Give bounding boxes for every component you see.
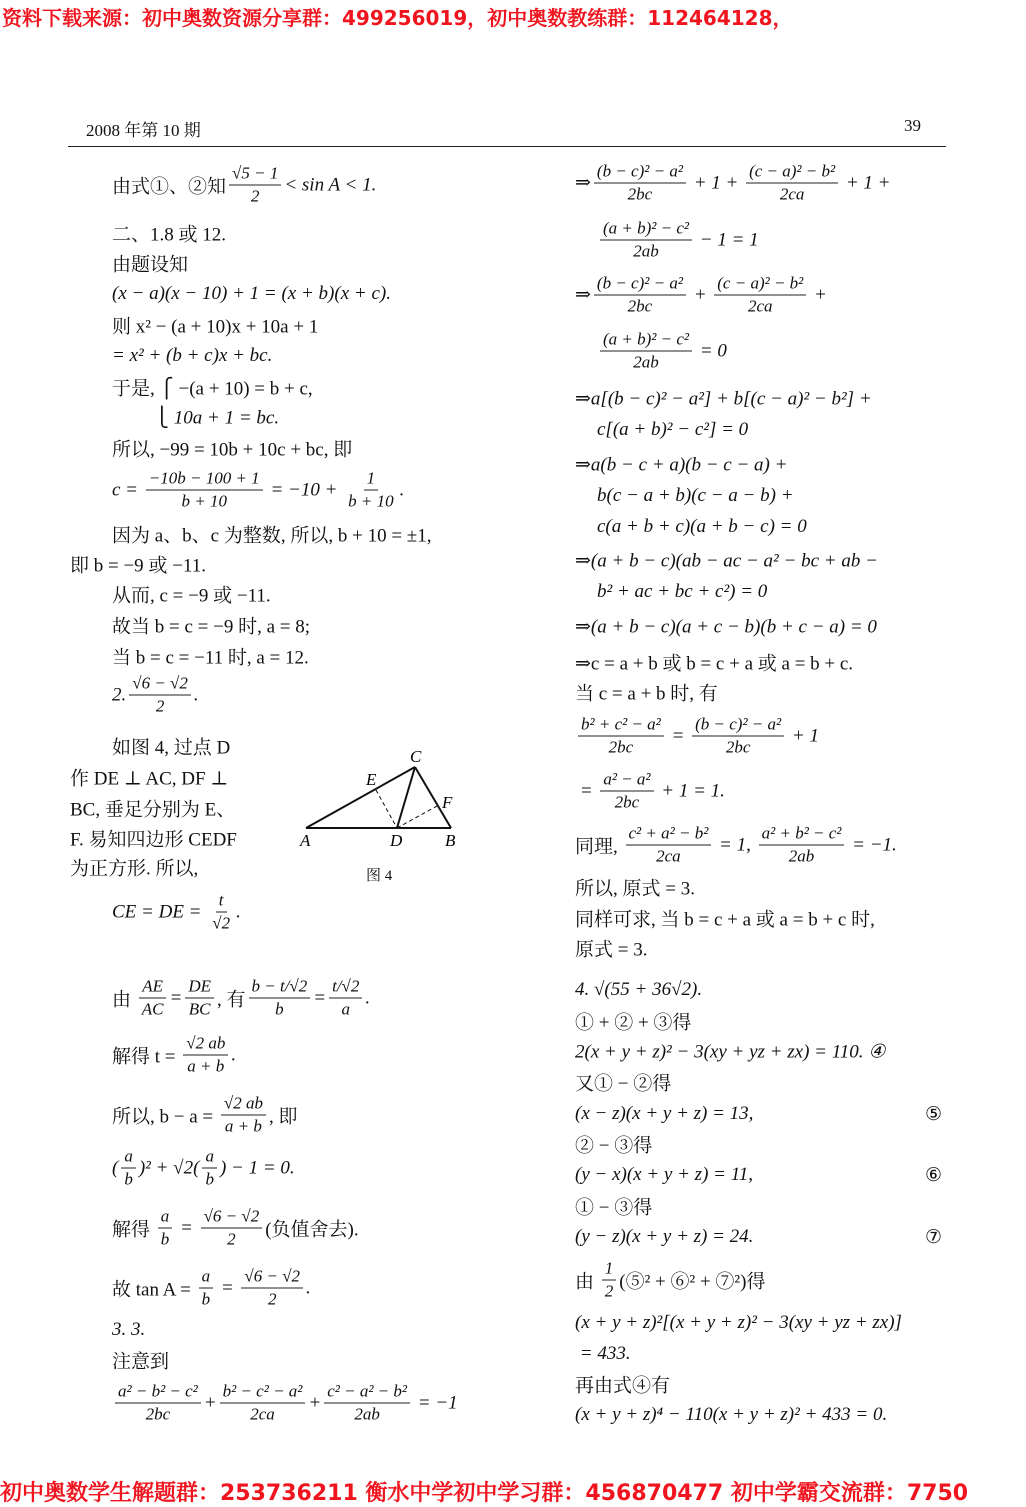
fraction <box>692 715 784 758</box>
fraction <box>600 330 692 373</box>
text-run: (x + y + z)²[(x + y + z)² − 3(xy + yz + zx)] <box>575 1312 902 1333</box>
text-run: ⇒a[(b − c)² − a²] + b[(c − a)² − b²] + <box>575 388 872 410</box>
fraction-numerator: (c − a)² − b² <box>746 162 838 184</box>
text-run: 则 x² − (a + 10)x + 10a + 1 <box>112 316 319 338</box>
text-run: 原式 = 3. <box>575 939 648 961</box>
text-line <box>597 516 807 538</box>
text-line <box>575 1371 670 1398</box>
text-line <box>112 164 376 207</box>
text-line <box>575 649 853 676</box>
text-run: 因为 a、b、c 为整数, 所以, b + 10 = ±1, <box>112 525 432 547</box>
text-run: + 1 + <box>841 172 891 193</box>
fraction <box>129 674 191 717</box>
text-line <box>575 616 877 639</box>
fraction-denominator: 2bc <box>627 184 653 204</box>
text-line <box>575 1041 885 1064</box>
fraction-denominator: 2bc <box>725 737 751 757</box>
fraction-denominator: a + b <box>187 1056 225 1076</box>
text-run: 于是, ⎧ −(a + 10) = b + c, <box>112 378 313 400</box>
fraction-numerator: −10b − 100 + 1 <box>146 469 263 491</box>
text-run: ⇒ <box>575 284 591 306</box>
fraction <box>594 162 686 205</box>
text-run: 如图 4, 过点 D <box>112 737 231 759</box>
fraction <box>121 1147 136 1190</box>
text-run: + <box>809 284 827 305</box>
text-line <box>112 1319 145 1341</box>
text-line <box>575 874 695 901</box>
text-line <box>597 219 759 262</box>
text-run: 4. √(55 + 36√2). <box>575 979 703 1000</box>
text-line <box>575 824 897 867</box>
fraction-denominator: 2ab <box>788 846 815 866</box>
label-f: F <box>442 793 453 812</box>
text-run: 故 tan A = <box>112 1279 196 1301</box>
text-line <box>70 764 228 791</box>
text-run: b(c − a + b)(c − a − b) + <box>597 485 794 506</box>
text-line <box>112 1034 236 1077</box>
text-run: = 433. <box>575 1343 631 1364</box>
text-line <box>575 1259 765 1302</box>
text-run: + 1 = 1. <box>656 780 725 801</box>
text-line <box>575 935 647 962</box>
text-run: 再由式④有 <box>575 1375 671 1397</box>
text-run: 所以, 原式 = 3. <box>575 878 695 900</box>
fraction-numerator: 1 <box>364 469 379 491</box>
equation-number: ⑤ <box>925 1103 943 1125</box>
triangle-figure <box>290 740 470 860</box>
fraction <box>578 715 664 758</box>
text-run: 2. <box>112 684 127 705</box>
fraction <box>626 824 712 867</box>
fraction-denominator: 2ca <box>779 184 805 204</box>
text-run: 二、1.8 或 12. <box>112 224 227 246</box>
fraction-numerator: √6 − √2 <box>129 674 191 696</box>
text-line <box>575 770 725 813</box>
fraction-denominator: 2bc <box>627 296 653 316</box>
text-run: − 1 = 1 <box>695 229 759 250</box>
text-line <box>112 374 313 401</box>
text-run: = <box>175 1217 198 1238</box>
fraction-denominator: 2bc <box>145 1404 171 1424</box>
text-run: . <box>399 479 405 500</box>
fraction-numerator: b² + c² − a² <box>578 715 664 737</box>
fraction-numerator: DE <box>185 977 214 999</box>
text-line <box>597 485 794 507</box>
text-run: < sin A < 1. <box>284 174 377 195</box>
fraction <box>220 1382 306 1425</box>
fraction-denominator: √2 <box>212 913 231 933</box>
fraction-numerator: t <box>216 891 227 913</box>
fraction-denominator: b <box>275 999 284 1019</box>
text-run: + 1 + <box>688 172 744 193</box>
text-line <box>597 581 767 603</box>
fraction-numerator: a <box>158 1207 173 1229</box>
fraction <box>146 469 263 512</box>
fraction <box>600 770 653 813</box>
fraction-numerator: (b − c)² − a² <box>594 162 686 184</box>
fraction-numerator: (a + b)² − c² <box>600 330 692 352</box>
fraction-denominator: 2 <box>267 1289 277 1309</box>
text-run: 由 <box>112 989 136 1011</box>
text-run: 所以, −99 = 10b + 10c + bc, 即 <box>112 439 353 461</box>
text-run: 故当 b = c = −9 时, a = 8; <box>112 616 311 638</box>
fraction <box>158 1207 173 1250</box>
fraction-denominator: b <box>205 1169 214 1189</box>
fraction-numerator: a <box>202 1147 217 1169</box>
text-line <box>112 1207 359 1250</box>
text-run: ② − ③得 <box>575 1135 653 1157</box>
text-run: (负值舍去). <box>265 1219 359 1241</box>
text-run: . <box>231 1044 237 1065</box>
label-c: C <box>410 747 422 766</box>
fraction-numerator: (c − a)² − b² <box>714 274 806 296</box>
fraction-numerator: a <box>121 1147 136 1169</box>
text-line <box>70 825 237 852</box>
text-run: + <box>203 1392 217 1413</box>
text-line <box>70 795 235 822</box>
fraction <box>183 1034 228 1077</box>
fraction-numerator: 1 <box>602 1259 617 1281</box>
text-run: = −1. <box>847 834 897 855</box>
text-run: + 1 <box>787 725 819 746</box>
fraction-numerator: AE <box>139 977 166 999</box>
fraction-numerator: a² + b² − c² <box>759 824 845 846</box>
text-run: 即 b = −9 或 −11. <box>70 555 206 577</box>
side-ac <box>306 767 415 828</box>
fraction <box>221 1094 266 1137</box>
fraction-numerator: t/√2 <box>329 977 362 999</box>
header-rule <box>68 146 946 147</box>
text-run: ① − ③得 <box>575 1197 653 1219</box>
fraction-denominator: 2bc <box>608 737 634 757</box>
text-run: = −10 + <box>265 479 343 500</box>
text-line <box>112 345 272 367</box>
text-line <box>112 674 199 717</box>
text-run: b² + ac + bc + c²) = 0 <box>597 581 768 602</box>
fraction <box>329 977 362 1020</box>
text-run: ⇒(a + b − c)(a + c − b)(b + c − a) = 0 <box>575 616 877 638</box>
fraction-denominator: 2ab <box>633 241 659 261</box>
text-run: 由题设知 <box>112 254 189 276</box>
fraction-denominator: 2ca <box>656 846 681 866</box>
text-run: 从而, c = −9 或 −11. <box>112 585 271 607</box>
fraction-denominator: 2ab <box>633 352 659 372</box>
text-line <box>575 1131 652 1158</box>
text-run: + <box>308 1392 322 1413</box>
text-line <box>575 1404 887 1426</box>
text-run: , 即 <box>268 1106 298 1128</box>
text-run: (y − x)(x + y + z) = 11, <box>575 1164 754 1185</box>
text-line <box>575 550 878 573</box>
fraction-denominator: a + b <box>224 1116 262 1136</box>
fraction-numerator: (a + b)² − c² <box>600 219 692 241</box>
fraction-denominator: 2ca <box>250 1404 275 1424</box>
text-run: 当 c = a + b 时, 有 <box>575 683 718 705</box>
text-run: = <box>216 1277 239 1298</box>
text-line <box>112 1147 295 1190</box>
top-banner: 资料下载来源：初中奥数资源分享群：499256019，初中奥数教练群：112464128， <box>2 6 793 30</box>
text-run: 同样可求, 当 b = c + a 或 a = b + c 时, <box>575 909 875 931</box>
text-line <box>112 1267 311 1310</box>
page-number: 39 <box>904 116 921 135</box>
text-run: (⑤² + ⑥² + ⑦²)得 <box>619 1271 766 1293</box>
fraction-numerator: √2 ab <box>221 1094 266 1116</box>
text-run: 由 <box>575 1271 599 1293</box>
label-a: A <box>300 831 311 850</box>
text-line <box>575 162 891 205</box>
text-line <box>575 1312 902 1334</box>
text-line <box>112 435 352 462</box>
text-line <box>575 1069 671 1096</box>
fraction-denominator: 2 <box>250 186 260 206</box>
fraction-denominator: b <box>124 1169 133 1189</box>
text-run: 又① − ②得 <box>575 1073 672 1095</box>
fraction <box>209 891 233 934</box>
text-run: 3. 3. <box>112 1319 146 1340</box>
fraction-numerator: a <box>199 1267 214 1289</box>
fraction <box>714 274 806 317</box>
text-run: ( <box>112 1157 119 1178</box>
fraction-denominator: 2 <box>155 696 165 716</box>
text-run: (y − z)(x + y + z) = 24. <box>575 1226 754 1247</box>
fraction-numerator: (b − c)² − a² <box>594 274 686 296</box>
label-e: E <box>366 770 377 789</box>
figure-caption: 图 4 <box>366 868 393 884</box>
text-run: ⇒a(b − c + a)(b − c − a) + <box>575 454 788 476</box>
text-line <box>575 1008 691 1035</box>
fraction <box>199 1267 214 1310</box>
text-run: c(a + b + c)(a + b − c) = 0 <box>597 516 807 537</box>
text-line <box>112 733 230 760</box>
fraction-numerator: √6 − √2 <box>241 1267 303 1289</box>
text-line <box>575 1164 943 1186</box>
text-run: 解得 t = <box>112 1046 181 1068</box>
fraction <box>139 977 167 1020</box>
text-line <box>112 469 404 512</box>
text-line <box>597 419 748 441</box>
fraction-denominator: 2 <box>227 1229 236 1249</box>
text-run: ) − 1 = 0. <box>219 1157 295 1178</box>
fraction <box>249 977 311 1020</box>
fraction-denominator: 2bc <box>614 792 640 812</box>
text-run: = −1 <box>413 1392 458 1413</box>
fraction-denominator: b <box>160 1229 170 1249</box>
text-run: , 有 <box>217 989 246 1011</box>
text-line <box>112 220 226 247</box>
fraction-numerator: √6 − √2 <box>201 1207 263 1229</box>
text-run: ⇒(a + b − c)(ab − ac − a² − bc + ab − <box>575 550 878 572</box>
fraction <box>594 274 686 317</box>
text-line <box>112 312 318 339</box>
text-line <box>575 979 702 1001</box>
text-run: )² + √2( <box>138 1157 200 1178</box>
text-run: ① + ② + ③得 <box>575 1012 692 1034</box>
text-line <box>575 1193 652 1220</box>
fraction <box>241 1267 303 1310</box>
text-line <box>112 643 309 670</box>
text-run: c[(a + b)² − c²] = 0 <box>597 419 749 440</box>
fraction <box>115 1382 201 1425</box>
text-run: = <box>666 725 690 746</box>
fraction-numerator: a² − a² <box>600 770 653 792</box>
text-run: 作 DE ⊥ AC, DF ⊥ <box>70 768 229 790</box>
text-line <box>112 250 188 277</box>
text-run: BC, 垂足分别为 E、 <box>70 799 236 821</box>
text-line <box>112 891 241 934</box>
text-run: (x − z)(x + y + z) = 13, <box>575 1103 754 1124</box>
fraction-numerator: √5 − 1 <box>229 164 281 186</box>
fraction <box>602 1259 617 1302</box>
text-run: 注意到 <box>112 1351 170 1373</box>
text-line <box>112 283 391 305</box>
fraction-denominator: a <box>341 999 350 1019</box>
fraction-denominator: 2ca <box>748 296 773 316</box>
fraction-denominator: b + 10 <box>348 491 394 511</box>
text-line <box>575 679 718 706</box>
text-run: 为正方形. 所以, <box>70 858 199 880</box>
text-run: 当 b = c = −11 时, a = 12. <box>112 647 309 669</box>
fraction-numerator: √2 ab <box>183 1034 228 1056</box>
text-run: 解得 <box>112 1219 155 1241</box>
text-line <box>112 977 370 1020</box>
text-line <box>575 1103 943 1125</box>
text-line <box>70 551 206 578</box>
fraction-numerator: a² − b² − c² <box>115 1382 201 1404</box>
fraction <box>324 1382 410 1425</box>
fraction <box>185 977 214 1020</box>
label-d: D <box>390 831 403 850</box>
text-line <box>575 388 872 411</box>
fraction-numerator: (b − c)² − a² <box>692 715 784 737</box>
text-run: = 1, <box>714 834 756 855</box>
fraction-denominator: BC <box>188 999 211 1019</box>
text-run: . <box>365 987 371 1008</box>
equation-number: ⑦ <box>925 1226 943 1248</box>
text-run: 2(x + y + z)² − 3(xy + yz + zx) = 110. ④ <box>575 1041 886 1063</box>
fraction <box>201 1207 263 1250</box>
text-run: (x − a)(x − 10) + 1 = (x + b)(x + c). <box>112 283 391 304</box>
text-run: ⇒ <box>575 172 591 194</box>
text-run: 由式①、②知 <box>112 176 227 198</box>
text-line <box>70 854 198 881</box>
fraction-numerator: c² + a² − b² <box>626 824 712 846</box>
text-run: = x² + (b + c)x + bc. <box>112 345 273 366</box>
text-line <box>597 330 727 373</box>
text-line <box>575 274 827 317</box>
text-line <box>575 905 875 932</box>
text-run: ⇒c = a + b 或 b = c + a 或 a = b + c. <box>575 653 854 675</box>
text-line <box>112 521 431 548</box>
text-run: = <box>575 780 598 801</box>
text-run: ⎩ 10a + 1 = bc. <box>112 407 280 429</box>
text-run: CE = DE = <box>112 901 207 922</box>
segment-de <box>376 790 397 828</box>
text-line <box>112 612 310 639</box>
fraction <box>345 469 396 512</box>
text-run: = 0 <box>695 340 727 361</box>
text-line <box>112 1347 169 1374</box>
fraction-denominator: 2ab <box>354 1404 380 1424</box>
text-line <box>112 1094 297 1137</box>
text-line <box>112 1382 458 1425</box>
text-run: 同理, <box>575 836 623 858</box>
fraction-denominator: 2 <box>604 1281 614 1301</box>
issue-label: 2008 年第 10 期 <box>86 121 201 140</box>
fraction <box>202 1147 217 1190</box>
text-line <box>575 1226 943 1248</box>
text-run: F. 易知四边形 CEDF <box>70 829 237 851</box>
text-run: . <box>193 684 199 705</box>
fraction <box>746 162 838 205</box>
fraction-numerator: c² − a² − b² <box>324 1382 410 1404</box>
fraction <box>759 824 845 867</box>
label-b: B <box>445 831 456 850</box>
text-line <box>575 1343 631 1365</box>
fraction-numerator: b − t/√2 <box>249 977 311 999</box>
text-run: . <box>306 1277 311 1298</box>
text-line <box>112 581 271 608</box>
text-run: = <box>313 987 327 1008</box>
equation-number: ⑥ <box>925 1164 943 1186</box>
text-run: 所以, b − a = <box>112 1106 218 1128</box>
fraction-numerator: b² − c² − a² <box>220 1382 306 1404</box>
text-run: (x + y + z)⁴ − 110(x + y + z)² + 433 = 0. <box>575 1404 888 1425</box>
bottom-banner: 初中奥数学生解题群：253736211 衡水中学初中学习群：456870477 初中学霸交流群：7750 <box>0 1481 969 1506</box>
fraction <box>600 219 692 262</box>
fraction-denominator: b <box>201 1289 211 1309</box>
fraction-denominator: b + 10 <box>181 491 227 511</box>
text-line <box>112 407 279 430</box>
fraction <box>229 164 281 207</box>
text-line <box>575 454 787 477</box>
text-run: . <box>236 901 241 922</box>
text-run: + <box>688 284 712 305</box>
fraction-denominator: AC <box>141 999 164 1019</box>
text-line <box>575 715 819 758</box>
text-run: c = <box>112 479 143 500</box>
text-run: = <box>169 987 183 1008</box>
